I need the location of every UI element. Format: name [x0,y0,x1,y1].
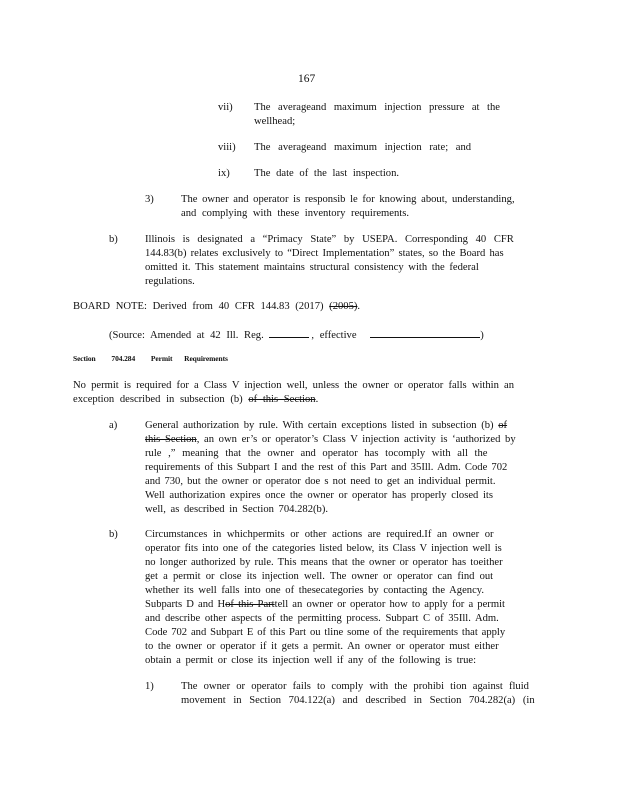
inventory-item-text [254,167,500,181]
text-line: no longer authorized by rule. This means that the owner or operator has toeither [145,557,503,568]
struck-text: of this Section [248,394,316,405]
text-line [145,433,537,447]
text-line: to the owner or operator if it gets a permit. An owner or operator must either [145,641,499,652]
effective-date-blank [370,327,480,338]
source-close: ) [480,330,484,341]
item-b-circumstances-text [145,528,537,668]
text-segment: General authorization by rule. With certain exceptions listed in subsection (b) [145,420,494,431]
item-1-label: 1) [145,681,154,692]
inventory-item-text [254,101,500,129]
text-line: get a permit or close its injection well. The owner or operator can find out [145,571,494,582]
item-3-text [181,193,523,221]
struck-text: of this Part [225,599,275,610]
intro-text: exception described in subsection (b) [73,394,243,405]
struck-text: of [498,420,508,431]
text-line: rule ,” meaning that the owner and operator has tocomply with all the [145,448,488,459]
text-line: and complying with these inventory requirements. [181,208,410,219]
text-line: Illinois is designated a “Primacy State” by USEPA. Corresponding 40 CFR [145,234,514,245]
inventory-item-text [254,141,500,155]
text-line: Circumstances in whichpermits or other actions are required.If an owner or [145,529,494,540]
text-line: and describe other aspects of the permitting process. Subpart C of 35Ill. Adm. [145,613,499,624]
item-a-text [145,419,537,517]
text-segment: , an own er’s or operator’s Class V injection activity is ‘authorized by [196,434,516,445]
source-line [109,327,484,343]
text-line [145,419,537,433]
item-a-label: a) [109,420,118,431]
section-heading [73,352,228,366]
text-line: requirements of this Subpart I and the rest of this Part and 35Ill. Adm. Code 702 [145,462,508,473]
item-b-label: b) [109,234,118,245]
item-1-text [181,680,535,708]
section-number: 704.284 [111,354,136,363]
struck-text: this Section [145,434,197,445]
text-line [73,393,533,407]
board-note-text: BOARD NOTE: Derived from 40 CFR 144.83 (2017) [73,301,324,312]
text-line: regulations. [145,276,195,287]
register-page-blank [269,327,309,338]
text-line: well, as described in Section 704.282(b). [145,504,328,515]
source-prefix: (Source: Amended at 42 Ill. Reg. [109,330,264,341]
text-line: operator fits into one of the categories listed below, its Class V injection well is [145,543,502,554]
intro-period: . [315,394,319,405]
text-line: whether its well falls into one of thesecategories by contacting the Agency. [145,585,485,596]
text-line: and 730, but the owner or operator doe s not need to get an individual permit. [145,476,496,487]
text-line [145,598,537,612]
text-line: movement in Section 704.122(a) and described in Section 704.282(a) (in [181,695,535,706]
page-number: 167 [298,73,316,85]
text-line: Well authorization expires once the owner or operator has properly closed its [145,490,493,501]
item-b-primacy-text [145,233,535,289]
board-note [73,300,360,314]
board-note-struck-year: (2005) [329,301,358,312]
inventory-item-label: viii) [218,142,236,153]
section-title: Permit Requirements [150,354,228,363]
text-line: The averageand maximum injection pressure at the [254,102,500,113]
text-line: The averageand maximum injection rate; and [254,142,472,153]
text-segment: tell an owner or operator how to apply for a permit [274,599,505,610]
inventory-item-label: vii) [218,102,233,113]
board-note-period: . [357,301,361,312]
text-line: omitted it. This statement maintains structural consistency with the federal [145,262,479,273]
text-line: 144.83(b) relates exclusively to “Direct Implementation” states, so the Board has [145,248,504,259]
text-line: The date of the last inspection. [254,168,400,179]
text-line: The owner and operator is responsib le for knowing about, understanding, [181,194,515,205]
text-line: The owner or operator fails to comply with the prohibi tion against fluid [181,681,529,692]
item-b2-label: b) [109,529,118,540]
text-line: obtain a permit or close its injection well if any of the following is true: [145,655,477,666]
text-line: No permit is required for a Class V injection well, unless the owner or operator falls within an [73,380,515,391]
item-3-label: 3) [145,194,154,205]
inventory-item-label: ix) [218,168,230,179]
text-line: Code 702 and Subpart E of this Part ou tline some of the requirements that apply [145,627,506,638]
text-segment: Subparts D and H [145,599,226,610]
intro-paragraph [73,379,533,407]
section-word: Section [73,354,96,363]
text-line: wellhead; [254,116,296,127]
source-effective: , effective [311,330,357,341]
